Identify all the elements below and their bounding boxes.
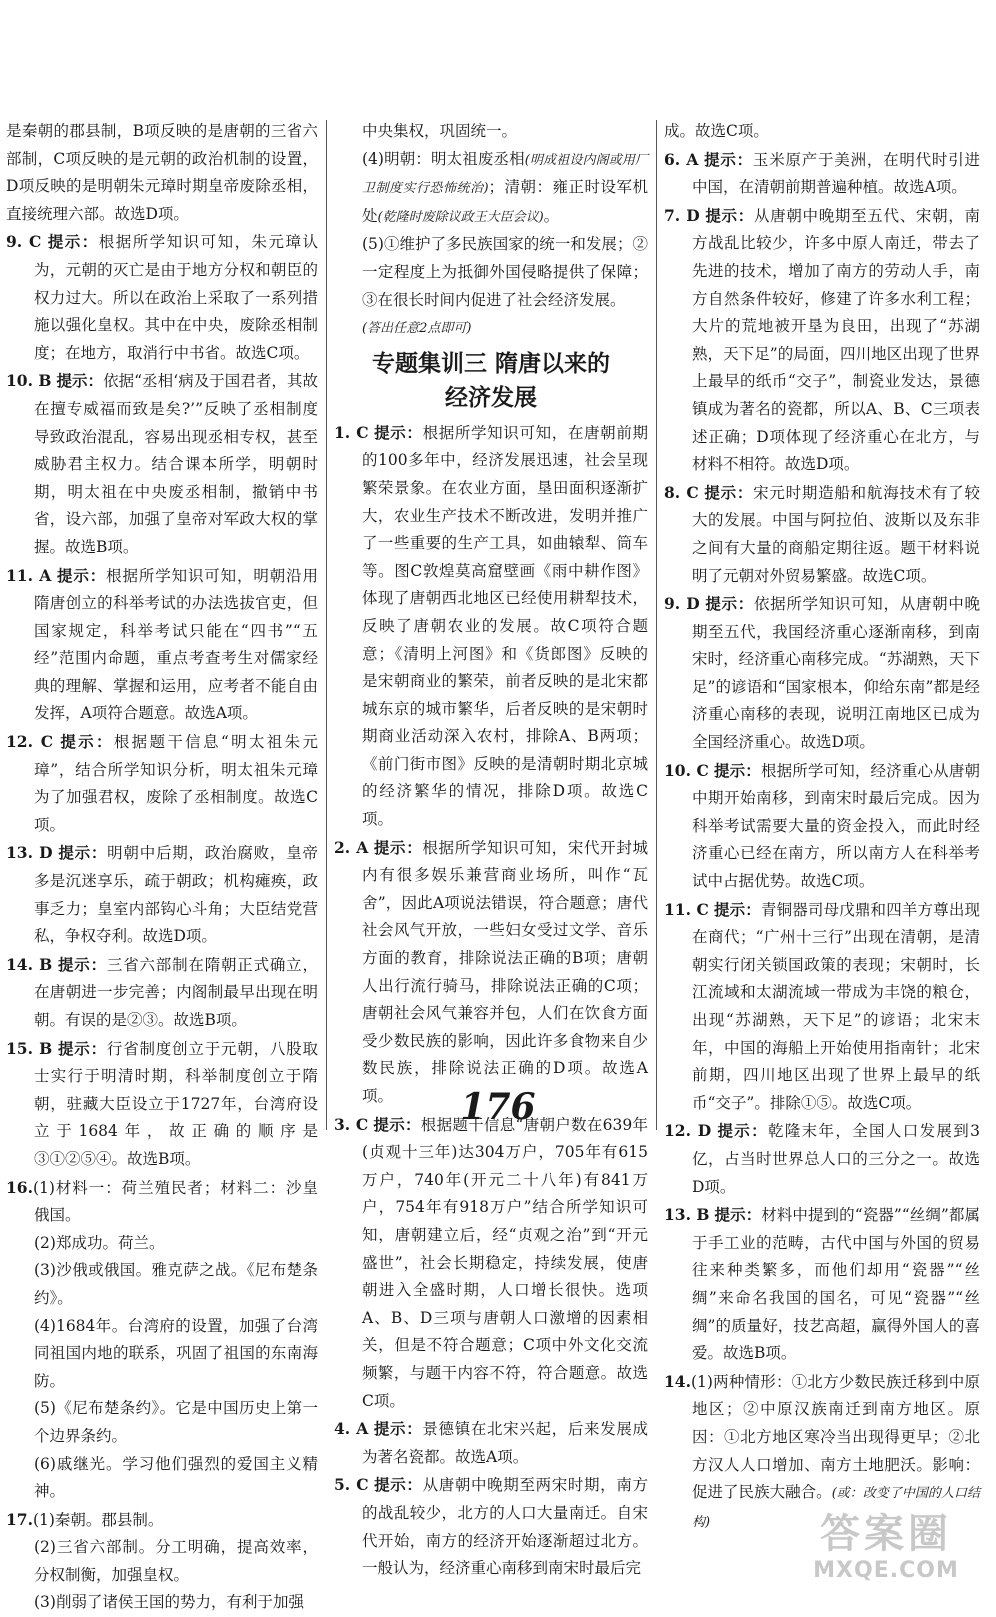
answer-item-2 — [334, 834, 648, 1111]
hint-label: 提示： — [714, 1205, 762, 1225]
answer-item-9 — [664, 590, 980, 757]
answer-number: 16. — [6, 1177, 33, 1197]
answer-continuation: 成。故选C项。 — [664, 122, 769, 140]
hint-label: 提示： — [374, 422, 423, 442]
answer-text: 三省六部制在隋朝正式确立，在唐朝进一步完善；内阁制最早出现在明朝。有误的是②③。故选B项。 — [34, 955, 318, 1029]
answer-number: 9. D — [664, 594, 700, 614]
answer-item-8 — [664, 479, 980, 590]
page-number: 176 — [460, 1086, 536, 1128]
hint-label: 提示： — [713, 760, 761, 780]
answer-text: 明朝中后期，政治腐败，皇帝多是沉迷享乐，疏于朝政；机构瘫痪，政事乏力；皇室内部钩心斗角；大臣结党营私，争权夺利。故选D项。 — [34, 844, 318, 946]
hint-label: 提示： — [705, 594, 754, 614]
answer-item-12 — [664, 1117, 980, 1201]
answer-item-11 — [6, 562, 318, 729]
handwritten-note: (或：改变了中国的人口结构) — [692, 1486, 980, 1530]
answer-text: (1)两种情形：①北方少数民族迁移到中原地区；②中原汉族南迁到南方地区。原因：①北方地区寒冷当出现得更早；②北方汉人人口增加、南方土地肥沃。影响：促进了民族大融合。 — [690, 1372, 980, 1502]
hint-label: 提示： — [705, 205, 754, 225]
hint-label: 提示： — [713, 899, 761, 919]
answer-text: 。 — [543, 206, 560, 225]
answer-text: 依据所学知识可知，从唐朝中晚期至五代，我国经济重心逐渐南移，到南宋时，经济重心南移完成。“苏湖熟，天下足”的谚语和“国家根本，仰给东南”都是经济重心南移的表现，说明江南地区已成为全国经济重心。故选D项。 — [692, 595, 980, 752]
answer-number: 10. B — [6, 371, 52, 391]
answer-text: (5)①维护了多民族国家的统一和发展；②一定程度上为抵御外国侵略提供了保障；③在很长时间内促进了社会经济发展。 — [362, 235, 648, 309]
hint-label: 提示： — [58, 843, 108, 863]
answer-subitem — [334, 231, 648, 342]
answer-number: 13. D — [6, 843, 53, 863]
hint-label: 提示： — [373, 837, 423, 857]
hint-label: 提示： — [704, 149, 753, 169]
answer-text: 根据题干信息“明太祖朱元璋”，结合所学知识分析，明太祖朱元璋为了加强君权，废除了丞相制度。故选C项。 — [34, 733, 318, 834]
section-title-line-1: 专题集训三 隋唐以来的 — [371, 350, 610, 377]
answer-subitem: (3)沙俄或俄国。雅克萨之战。《尼布楚条约》。 — [34, 1261, 318, 1307]
answer-item-17 — [6, 1506, 318, 1535]
answer-text: 行省制度创立于元朝，八股取士实行于明清时期，科举制度创立于隋朝，驻藏大臣设立于1727年，台湾府设立于1684年，故正确的顺序是③①②⑤④。故选B项。 — [34, 1039, 318, 1168]
answer-item-6 — [664, 146, 980, 202]
answer-text: 乾隆末年，全国人口发展到3亿，占当时世界总人口的三分之一。故选D项。 — [692, 1122, 980, 1196]
answer-subitem: (2)郑成功。荷兰。 — [34, 1233, 165, 1252]
hint-label: 提示： — [60, 732, 114, 752]
hint-label: 提示： — [56, 371, 104, 391]
answer-text: 根据所学知识可知，朱元璋认为，元朝的灭亡是由于地方分权和朝臣的权力过大。所以在政治上采取了一系列措施以强化皇权。其中在中央，废除丞相制度；在地方，取消行中书省。故选C项。 — [34, 233, 318, 362]
answer-item-4 — [334, 1415, 648, 1471]
watermark-logo — [806, 1510, 966, 1590]
answer-number: 13. B — [664, 1205, 710, 1225]
section-title-line-2: 经济发展 — [445, 384, 537, 411]
answer-text: (1)秦朝。郡县制。 — [32, 1510, 164, 1529]
hint-label: 提示： — [373, 1114, 421, 1134]
answer-number: 10. C — [664, 760, 709, 780]
answer-item-16 — [6, 1174, 318, 1230]
answer-text: 根据题干信息“唐朝户数在639年(贞观十三年)达304万户，705年有615万户，740年(开元二十八年)有841万户，754年有918万户”结合所学知识可知，唐朝建立后，经“贞观之治”到“开元盛世”，社会长期稳定，持续发展，使唐朝进入全盛时期，人口增长很快。选项A、B、D三项与唐朝人口激增的因素相关，但是不符合题意；C项中外文化交流频繁，与题干内容不符，符合题意。故选C项。 — [362, 1115, 648, 1410]
answer-text: 玉米原产于美洲，在明代时引进中国，在清朝前期普遍种植。故选A项。 — [692, 150, 980, 197]
watermark-url: MXQE.COM — [813, 1558, 959, 1583]
answer-number: 15. B — [6, 1038, 53, 1058]
answer-subitem: (6)戚继光。学习他们强烈的爱国主义精神。 — [34, 1454, 318, 1501]
handwritten-note: (明成祖设内阁或用厂卫制度实行恐怖统治) — [362, 152, 648, 197]
answer-item-3 — [334, 1111, 648, 1416]
answer-text: 青铜器司母戊鼎和四羊方尊出现在商代；“广州十三行”出现在清朝，是清朝实行闭关锁国政策的表现；宋朝时，长江流域和太湖流域一带成为丰饶的粮仓，出现“苏湖熟，天下足”的谚语；北宋末年，中国的海船上开始使用指南针；北宋前期，四川地区出现了世界上最早的纸币“交子”。排除①⑤。故选C项。 — [692, 900, 980, 1112]
hint-label: 提示： — [373, 1419, 423, 1439]
hint-label: 提示： — [58, 1038, 107, 1058]
answer-item-10 — [6, 367, 318, 561]
answer-text: 根据所学可知，经济重心从唐朝中期开始南移，到南宋时最后完成。因为科举考试需要大量的资金投入，而此时经济重心已经在南方，所以南方人在科举考试中占据优势。故选C项。 — [692, 761, 980, 891]
answer-subitem — [334, 146, 648, 232]
answer-number: 11. A — [6, 565, 52, 585]
answer-text: 从唐朝中晚期至五代、宋朝，南方战乱比较少，许多中原人南迁，带去了先进的技术，增加了南方的劳动人手，南方自然条件较好，修建了许多水利工程；大片的荒地被开垦为良田，出现了“苏湖熟，天下足”的局面，四川地区出现了世界上最早的纸币“交子”，制瓷业发达，景德镇成为著名的瓷都，所以A、B、C三项表述正确；D项体现了经济重心在北方，与材料不相符。故选D项。 — [692, 206, 980, 474]
answer-text: (1)材料一：荷兰殖民者；材料二：沙皇俄国。 — [32, 1178, 318, 1225]
handwritten-note: (乾隆时废除议政王大臣会议) — [377, 209, 544, 225]
answer-text: 根据所学知识可知，在唐朝前期的100多年中，经济发展迅速，社会呈现繁荣景象。在农业方面，垦田面积逐渐扩大，农业生产技术不断改进，发明并推广了一些重要的生产工具，如曲辕犁、筒车等。图C敦煌莫高窟壁画《雨中耕作图》体现了唐朝西北地区已经使用耕犁技术，反映了唐朝农业的发展。故C项符合题意；《清明上河图》和《货郎图》反映的是宋朝商业的繁荣，前者反映的是北宋都城东京的城市繁华，后者反映的是宋朝时期商业活动深入农村，排除A、B两项；《前门街市图》反映的是清朝时期北京城的经济繁华的情况，排除D项。故选C项。 — [362, 423, 648, 829]
answer-number: 4. A — [334, 1419, 369, 1439]
answer-item-1 — [334, 419, 648, 834]
answer-number: 7. D — [664, 205, 700, 225]
answer-text: 从唐朝中晚期至两宋时期，南方的战乱较少，北方的人口大量南迁。自宋代开始，南方的经济开始逐渐超过北方。一般认为，经济重心南移到南宋时最后完 — [362, 1476, 648, 1578]
answer-item-13 — [6, 839, 318, 950]
answer-column-3 — [664, 118, 980, 1536]
answer-subitem: (5)《尼布楚条约》。它是中国历史上第一个边界条约。 — [34, 1399, 318, 1445]
handwritten-note: (答出任意2点即可) — [362, 321, 472, 337]
answer-subitem: (4)1684年。台湾府的设置，加强了台湾同祖国内地的联系，巩固了祖国的东南海防。 — [34, 1316, 318, 1390]
answer-item-7 — [664, 202, 980, 479]
hint-label: 提示： — [57, 565, 107, 585]
answer-item-11 — [664, 896, 980, 1118]
answer-number: 17. — [6, 1509, 33, 1529]
answer-item-10 — [664, 757, 980, 896]
answer-number: 12. D — [664, 1121, 712, 1141]
answer-item-14 — [6, 951, 318, 1035]
answer-text: 景德镇在北宋兴起，后来发展成为著名瓷都。故选A项。 — [362, 1420, 648, 1466]
answer-item-12 — [6, 728, 318, 839]
answer-item-5 — [334, 1471, 648, 1582]
hint-label: 提示： — [717, 1121, 768, 1141]
answer-number: 6. A — [664, 149, 699, 169]
answer-number: 2. A — [334, 837, 369, 857]
answer-number: 5. C — [334, 1475, 369, 1495]
hint-label: 提示： — [47, 232, 99, 252]
answer-number: 11. C — [664, 899, 709, 919]
answer-number: 14. B — [6, 954, 53, 974]
answer-subitem: (2)三省六部制。分工明确，提高效率，分权制衡，加强皇权。 — [34, 1538, 318, 1584]
answer-number: 12. C — [6, 732, 54, 752]
answer-number: 8. C — [664, 482, 699, 502]
answer-text: 宋元时期造船和航海技术有了较大的发展。中国与阿拉伯、波斯以及东非之间有大量的商船定期往返。题干材料说明了元朝对外贸易繁盛。故选C项。 — [692, 483, 980, 585]
column-divider — [656, 120, 657, 1130]
answer-column-1 — [6, 118, 318, 1617]
hint-label: 提示： — [704, 482, 754, 502]
hint-label: 提示： — [374, 1475, 423, 1495]
answer-text: ；清朝：雍正时设军机处 — [362, 178, 648, 225]
column-divider — [326, 120, 327, 1130]
answer-subitem: (3)削弱了诸侯王国的势力，有利于加强 — [34, 1593, 304, 1612]
answer-text: 依据“丞相‘病及于国君者，其故在擅专威福而致是矣?’”反映了丞相制度导致政治混乱，容易出现丞相专权，甚至威胁君主权力。结合课本所学，明朝时期，明太祖在中央废丞相制，撤销中书省，设六部，加强了皇帝对军政大权的掌握。故选B项。 — [34, 372, 318, 556]
answer-subitem: 中央集权，巩固统一。 — [362, 122, 518, 140]
answer-continuation: 是秦朝的郡县制，B项反映的是唐朝的三省六部制，C项反映的是元朝的政治机制的设置，D项反映的是明朝朱元璋时期皇帝废除丞相，直接统理六部。故选D项。 — [6, 122, 318, 223]
answer-text: 根据所学知识可知，明朝沿用隋唐创立的科举考试的办法选拔官吏，但国家规定，科举考试只能在“四书”“五经”范围内命题，重点考查考生对儒家经典的理解、掌握和运用，应考者不能自由发挥，A项符合题意。故选A项。 — [34, 566, 318, 723]
answer-number: 14. — [664, 1371, 691, 1391]
answer-number: 1. C — [334, 422, 369, 442]
section-title — [334, 347, 648, 415]
answer-item-13 — [664, 1201, 980, 1368]
answer-column-2 — [334, 118, 648, 1583]
answer-text: (4)明朝：明太祖废丞相 — [362, 149, 525, 168]
answer-text: 根据所学知识可知，宋代开封城内有很多娱乐兼营商业场所，叫作“瓦舍”，因此A项说法错误，符合题意；唐代社会风气开放，一些妇女受过文学、音乐方面的教育，排除说法正确的B项；唐朝人出行流行骑马，排除说法正确的C项；唐朝社会风气兼容并包，人们在饮食方面受少数民族的影响，因此许多食物来自少数民族，排除说法正确的D项。故选A项。 — [362, 838, 648, 1105]
answer-number: 9. C — [6, 232, 42, 252]
answer-number: 3. C — [334, 1114, 369, 1134]
answer-item-9 — [6, 228, 318, 367]
hint-label: 提示： — [58, 954, 107, 974]
watermark-logo-text: 答案圈 — [820, 1511, 952, 1557]
answer-text: 材料中提到的“瓷器”“丝绸”都属于手工业的范畴，古代中国与外国的贸易往来种类繁多，而他们却用“瓷器”“丝绸”来命名我国的国名，可见“瓷器”“丝绸”的质量好，技艺高超，赢得外国人的喜爱。故选B项。 — [692, 1206, 980, 1363]
